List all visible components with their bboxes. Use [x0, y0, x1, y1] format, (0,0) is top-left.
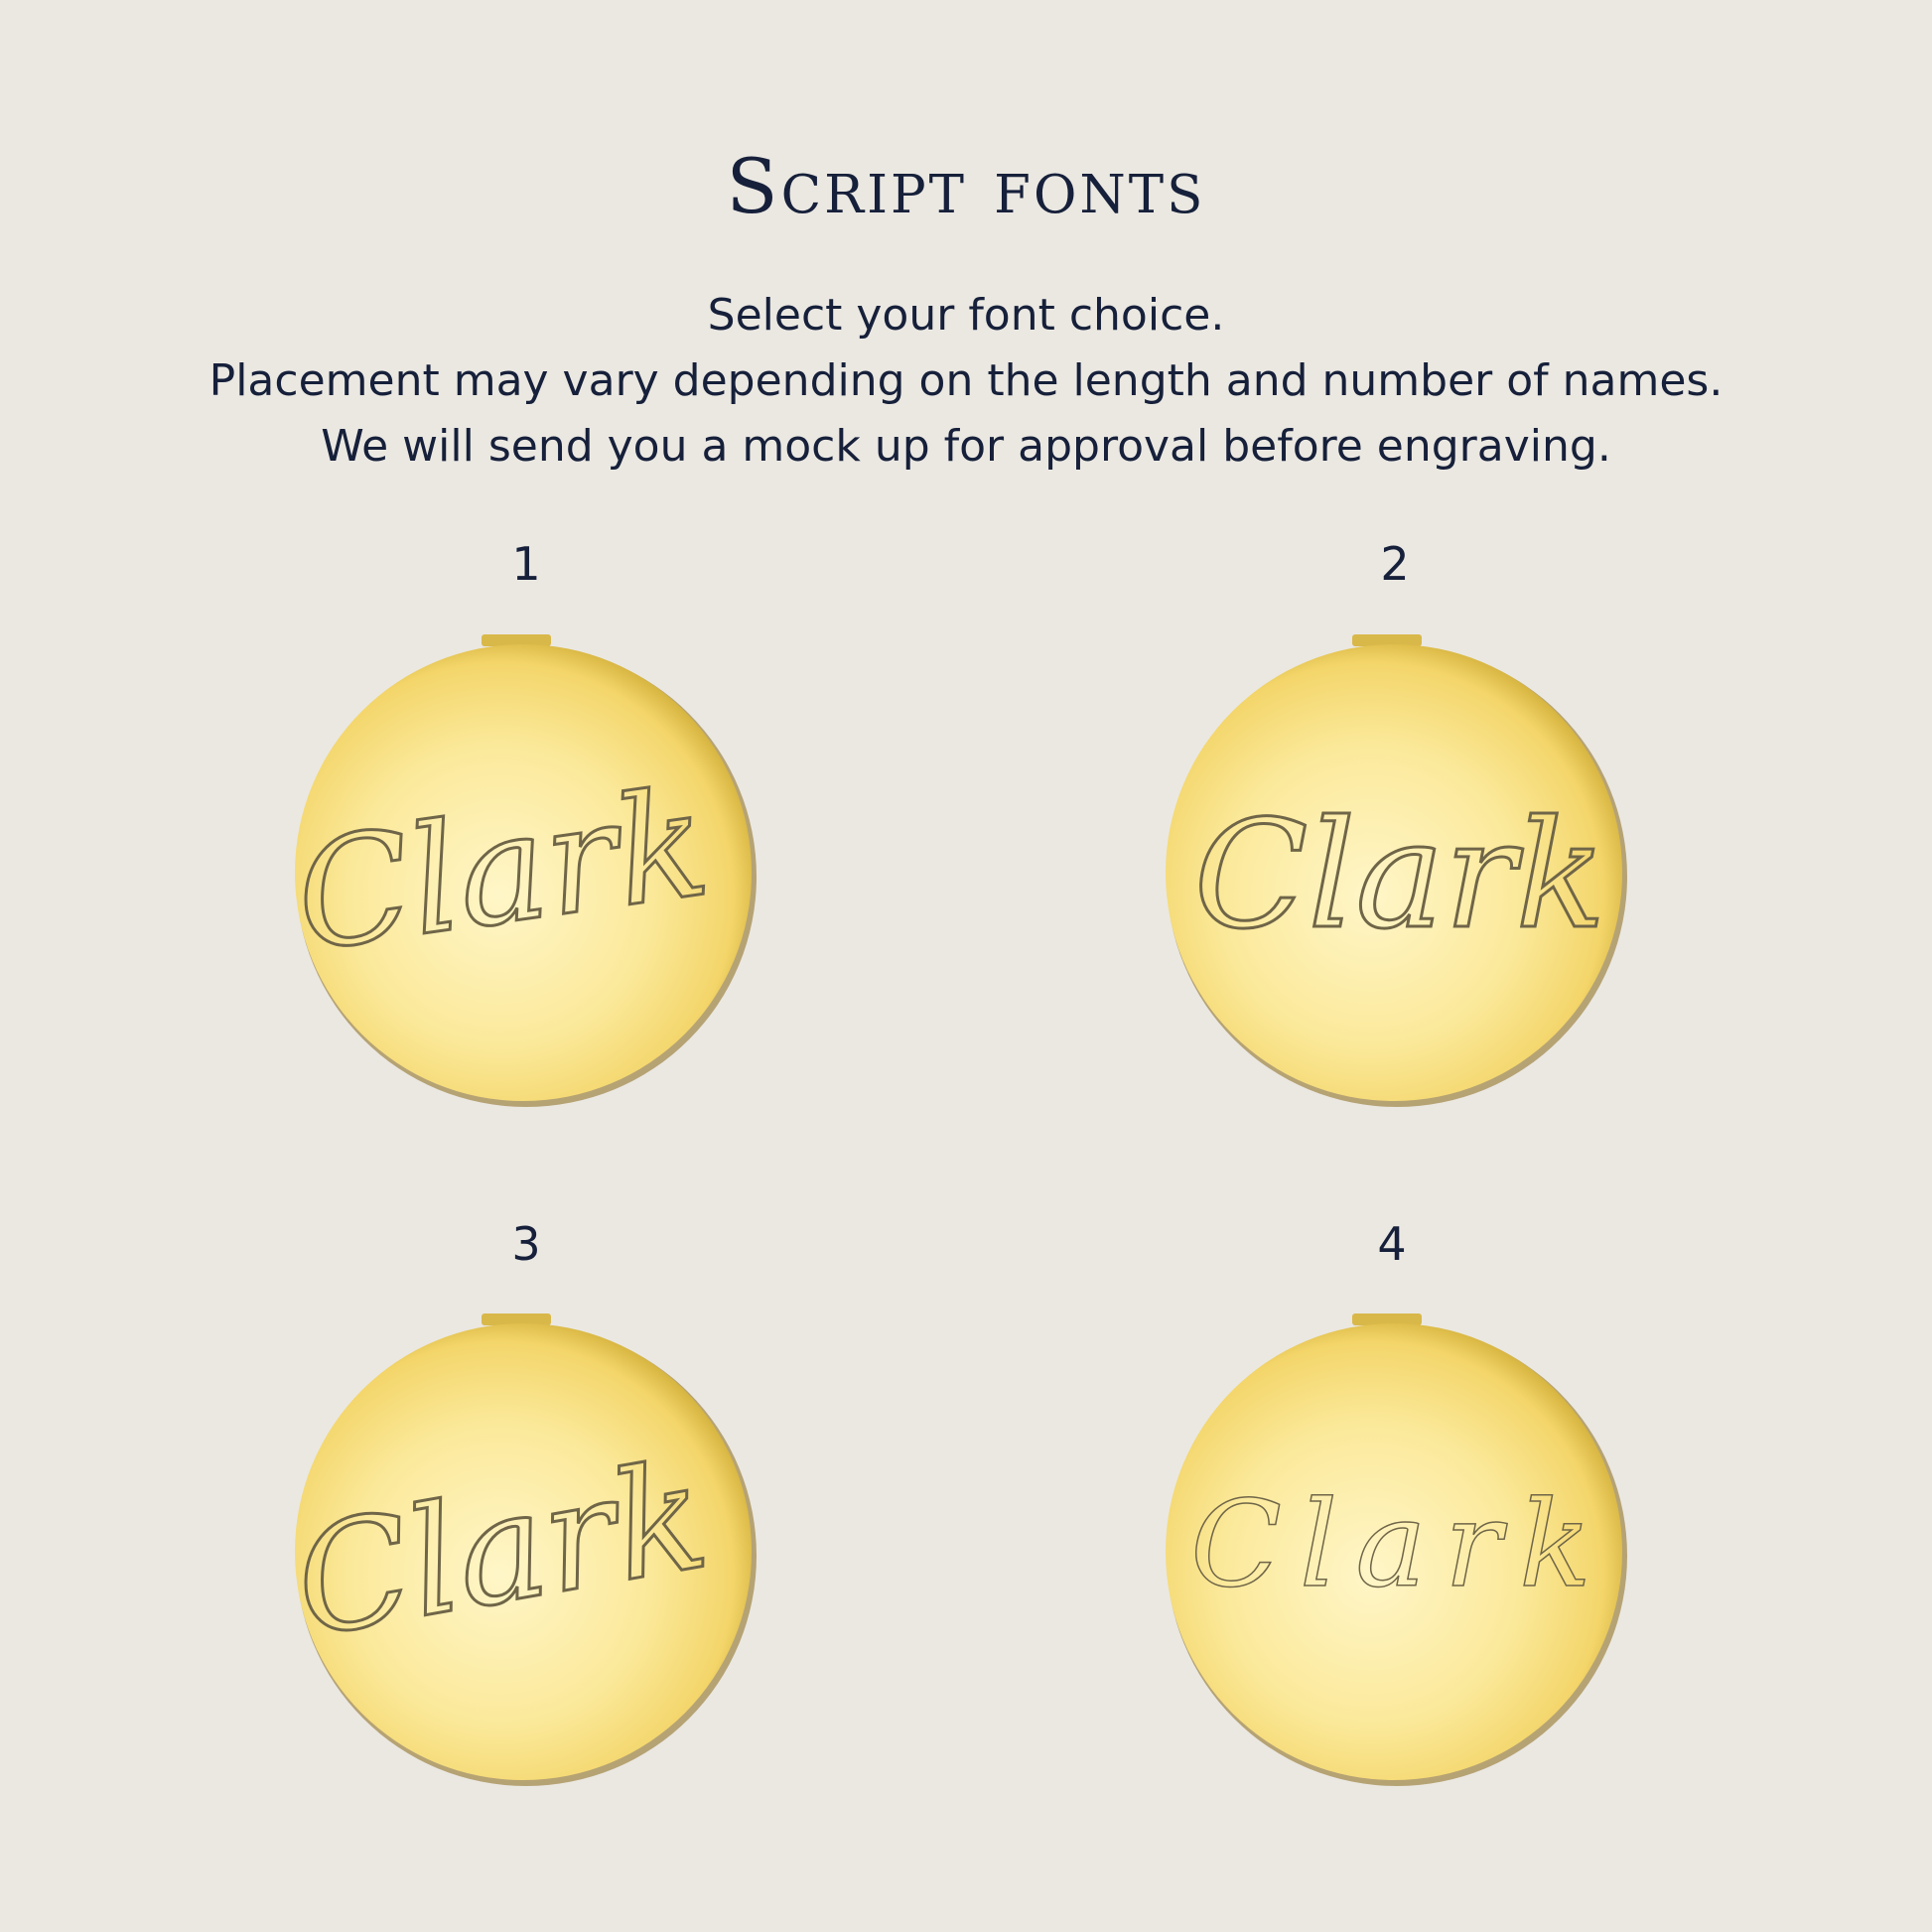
option-4-number[interactable]: 4 [1377, 1217, 1407, 1271]
engraving-text: Clark [1190, 1476, 1609, 1614]
option-3-disc[interactable] [283, 1317, 759, 1784]
gold-disc-image [1164, 1317, 1630, 1784]
option-4-disc[interactable] [1164, 1317, 1630, 1784]
option-3-number[interactable]: 3 [511, 1217, 541, 1271]
instruction-line-3: We will send you a mock up for approval before engraving. [321, 421, 1611, 472]
gold-disc-image [286, 638, 759, 1105]
option-2-number[interactable]: 2 [1380, 537, 1410, 591]
instructions [0, 283, 1932, 480]
option-2-disc[interactable] [1164, 638, 1630, 1105]
engraving-text: Clark [283, 1429, 719, 1672]
engraving-text: Clark [286, 757, 719, 986]
option-1-number[interactable]: 1 [511, 537, 541, 591]
option-1-disc[interactable] [286, 638, 759, 1105]
engraving-text: Clark [1193, 789, 1606, 962]
gold-disc-image [1164, 638, 1630, 1105]
gold-disc-image [283, 1317, 759, 1784]
instruction-line-1: Select your font choice. [707, 290, 1225, 341]
page-title: Script fonts [726, 142, 1206, 230]
instruction-line-2: Placement may vary depending on the length and number of names. [208, 355, 1724, 406]
